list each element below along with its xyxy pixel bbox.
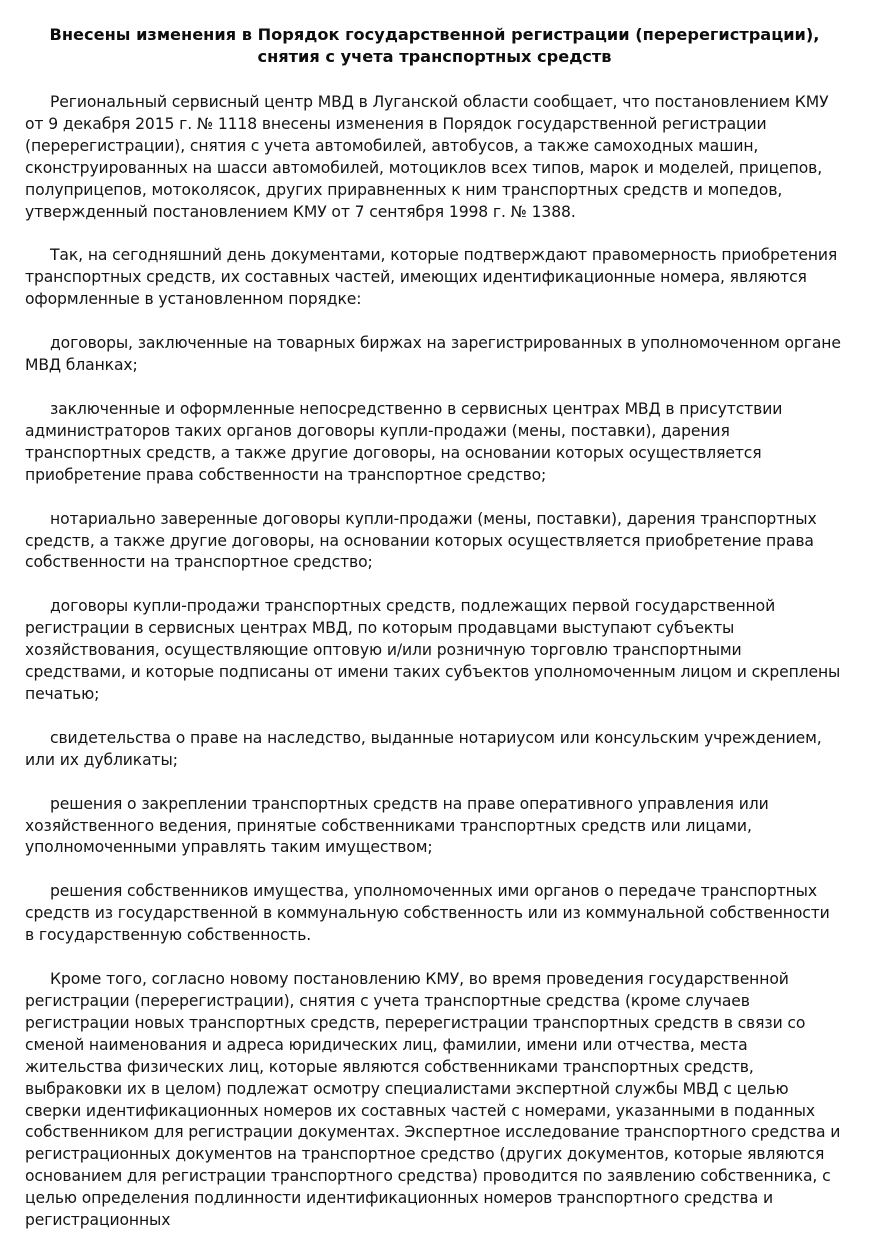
- list-item-inheritance-certificates: свидетельства о праве на наследство, выданные нотариусом или консульским учреждением, или их дубликаты;: [25, 728, 822, 769]
- list-item-dealer-contracts: договоры купли-продажи транспортных средств, подлежащих первой государственной регистрации в сервисных центрах МВД, по которым продавцами выступают субъекты хозяйствования, осуществляющие оптовую и/или розничную торговлю транспортными средствами, и которые подписаны от имени таких субъектов уполномоченным лицом и скреплены печатью;: [25, 597, 841, 703]
- list-item-notarized-contracts: нотариально заверенные договоры купли-продажи (мены, поставки), дарения транспортных средств, а также другие договоры, на основании которых осуществляется приобретение права собственности на транспортное средство;: [25, 509, 817, 572]
- list-item-exchange-contracts: договоры, заключенные на товарных биржах на зарегистрированных в уполномоченном органе МВД бланках;: [25, 334, 841, 375]
- paragraph-documents-list-intro: Так, на сегодняшний день документами, которые подтверждают правомерность приобретения транспортных средств, их составных частей, имеющих идентификационные номера, являются оформленные в установленном порядке:: [25, 246, 838, 309]
- document-title: Внесены изменения в Порядок государственной регистрации (перерегистрации), снятия с учета транспортных средств: [49, 25, 820, 66]
- paragraph-intro: Региональный сервисный центр МВД в Луганской области сообщает, что постановлением КМУ от 9 декабря 2015 г. № 1118 внесены изменения в Порядок государственной регистрации (перерегистрации), снятия с учета автомобилей, автобусов, а также самоходных машин, сконструированных на шасси автомобилей, мотоциклов всех типов, марок и моделей, прицепов, полуприцепов, мотоколясок, других приравненных к ним транспортных средств и мопедов, утвержденный постановлением КМУ от 7 сентября 1998 г. № 1388.: [25, 93, 829, 221]
- list-item-service-center-contracts: заключенные и оформленные непосредственно в сервисных центрах МВД в присутствии администраторов таких органов договоры купли-продажи (мены, поставки), дарения транспортных средств, а также другие договоры, на основании которых осуществляется приобретение права собственности на транспортное средство;: [25, 399, 783, 484]
- list-item-property-transfer-decisions: решения собственников имущества, уполномоченных ими органов о передаче транспортных средств из государственной в коммунальную собственность или из коммунальной собственности в государственную собственность.: [25, 882, 830, 945]
- list-item-operational-management-decisions: решения о закреплении транспортных средств на праве оперативного управления или хозяйственного ведения, принятые собственниками транспортных средств или лицами, уполномоченными управлять таким имуществом;: [25, 794, 769, 857]
- paragraph-inspection: Кроме того, согласно новому постановлению КМУ, во время проведения государственной регистрации (перерегистрации), снятия с учета транспортные средства (кроме случаев регистрации новых транспортных средств, перерегистрации транспортных средств в связи со сменой наименования и адреса юридических лиц, фамилии, имени или отчества, места жительства физических лиц, которые являются собственниками транспортных средств, выбраковки их в целом) подлежат осмотру специалистами экспертной службы МВД с целью сверки идентификационных номеров их составных частей с номерами, указанными в поданных собственником для регистрации документах. Экспертное исследование транспортного средства и регистрационных документов на транспортное средство (других документов, которые являются основанием для регистрации транспортного средства) проводится по заявлению собственника, с целью определения подлинности идентификационных номеров транспортного средства и регистрационных: [25, 970, 841, 1230]
- document-body: [25, 92, 843, 1254]
